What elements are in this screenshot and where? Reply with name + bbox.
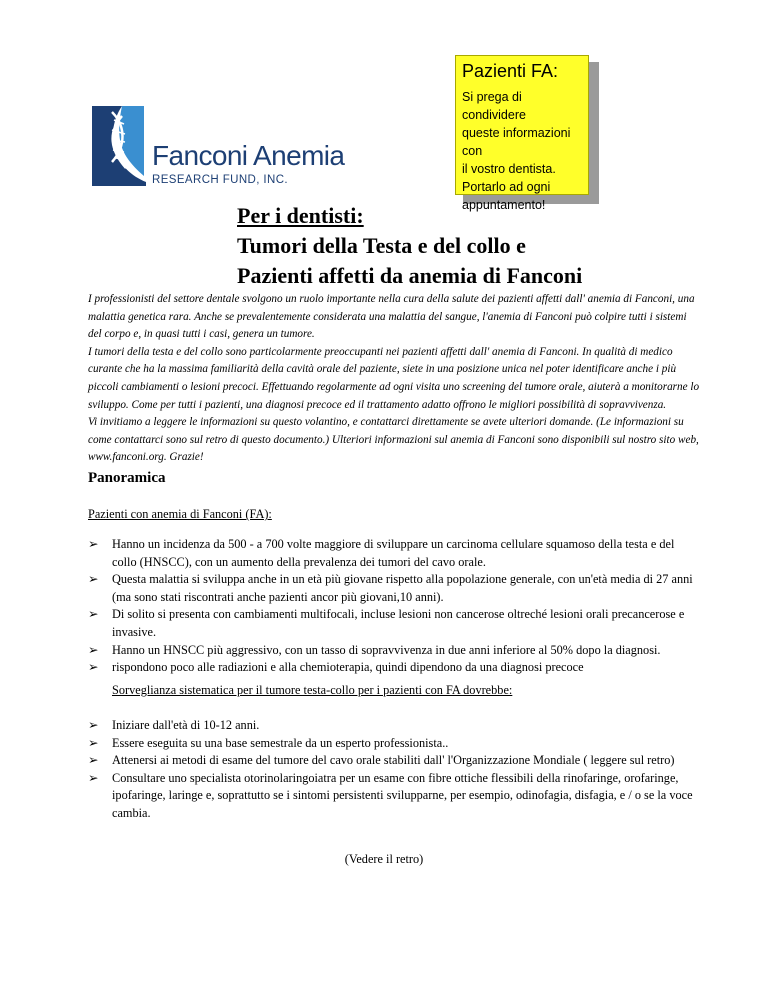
list-item-text: Hanno un incidenza da 500 - a 700 volte maggiore di sviluppare un carcinoma cellulare squamoso della testa e del collo (HNSCC), con un aumento della prevalenza dei tumori del cavo orale. (112, 537, 675, 569)
arrow-bullet-icon: ➢ (88, 642, 99, 657)
list-item (88, 659, 693, 677)
arrow-bullet-icon: ➢ (88, 770, 99, 785)
arrow-bullet-icon: ➢ (88, 753, 99, 768)
arrow-bullet-icon: ➢ (88, 607, 99, 622)
list-item (88, 536, 693, 571)
dna-helix-icon (92, 106, 150, 186)
list-item-text: rispondono poco alle radiazioni e alla chemioterapia, quindi dipendono da una diagnosi precoce (112, 660, 584, 675)
section-title: Panoramica (88, 470, 166, 486)
note-title: Pazienti FA: (462, 61, 559, 81)
list-item-text: Questa malattia si sviluppa anche in un età più giovane rispetto alla popolazione generale, con un'età media di 27 anni (ma sono stati riscontrati anche pazienti ancor più giovani,10 anni). (112, 572, 693, 604)
arrow-bullet-icon: ➢ (88, 537, 99, 551)
intro-paragraph: Vi invitiamo a leggere le informazioni su questo volantino, e contattarci direttamente se avete ulteriori domande. (Le informazioni su come contattarci sono sul retro di questo documento.) Ulteriori informazioni sul anemia di Fanconi sono disponibili sul nostro sito web, www.fanconi.org. Grazie! (88, 416, 699, 464)
list-item-text: Hanno un HNSCC più aggressivo, con un tasso di sopravvivenza in due anni inferiore al 50% dopo la diagnosi. (112, 642, 661, 657)
list-item-text: Essere eseguita su una base semestrale da un esperto professionista.. (112, 735, 449, 750)
overview-subtitle: Pazienti con anemia di Fanconi (FA): (88, 507, 272, 521)
note-body (462, 88, 582, 214)
intro-text (88, 291, 700, 467)
note-line: appuntamento! (462, 198, 546, 212)
overview-list (88, 536, 693, 677)
sticky-note (455, 55, 589, 212)
fanconi-logo (92, 106, 362, 186)
note-line: Si prega di condividere (462, 90, 526, 122)
list-item-text: Consultare uno specialista otorinolaringoiatra per un esame con fibre ottiche flessibili della rinofaringe, orofaringe, ipofaringe, laringe e, soprattutto se i sintomi persistenti svilupparne, per esempio, odinofagia, disfagia, e / o se la voce cambia. (112, 770, 693, 820)
logo-subtitle: RESEARCH FUND, INC. (152, 174, 289, 186)
list-item (88, 642, 693, 660)
arrow-bullet-icon: ➢ (88, 735, 99, 750)
note-line: queste informazioni con (462, 126, 571, 158)
heading-dentists: Per i dentisti: (237, 203, 364, 228)
list-item (88, 571, 693, 606)
heading-tumors: Tumori della Testa e del collo e (237, 233, 526, 258)
list-item-text: Iniziare dall'età di 10-12 anni. (112, 718, 260, 732)
note-line: il vostro dentista. (462, 162, 556, 176)
note-line: Portarlo ad ogni (462, 180, 551, 194)
arrow-bullet-icon: ➢ (88, 660, 99, 675)
list-item (88, 606, 693, 641)
heading-patients: Pazienti affetti da anemia di Fanconi (237, 263, 583, 288)
list-item (88, 717, 693, 735)
surveillance-subtitle: Sorveglianza sistematica per il tumore testa-collo per i pazienti con FA dovrebbe: (112, 683, 513, 697)
see-back-note: (Vedere il retro) (344, 852, 424, 866)
list-item (88, 735, 693, 753)
list-item (88, 770, 693, 823)
intro-paragraph: I professionisti del settore dentale svolgono un ruolo importante nella cura della salute dei pazienti affetti dall' anemia di Fanconi, una malattia genetica rara. Anche se prevalentemente considerata una malattia del sangue, l'anemia di Fanconi può colpire tutti i sistemi del corpo e, in quasi tutti i casi, genera un tumore. (88, 293, 695, 341)
list-item (88, 752, 693, 770)
logo-name: Fanconi Anemia (152, 140, 345, 171)
surveillance-list (88, 717, 693, 823)
intro-paragraph: I tumori della testa e del collo sono particolarmente preoccupanti nei pazienti affetti dall' anemia di Fanconi. In qualità di medico curante che ha la massima familiarità della cavità orale del paziente, siete in una posizione unica nel poter identificare anche i più piccoli cambiamenti o lesioni precoci. Effettuando regolarmente ad ogni visita uno screening del tumore orale, aiuterà a monitorarne lo sviluppo. Come per tutti i pazienti, una diagnosi precoce ed il trattamento adatto offrono le migliori possibilità di sopravvivenza. (88, 345, 700, 411)
list-item-text: Di solito si presenta con cambiamenti multifocali, incluse lesioni non cancerose oltreché lesioni orali precancerose e invasive. (112, 607, 685, 639)
list-item-text: Attenersi ai metodi di esame del tumore del cavo orale stabiliti dall' l'Organizzazione Mondiale ( leggere sul retro) (112, 753, 675, 768)
arrow-bullet-icon: ➢ (88, 718, 99, 732)
arrow-bullet-icon: ➢ (88, 572, 99, 587)
